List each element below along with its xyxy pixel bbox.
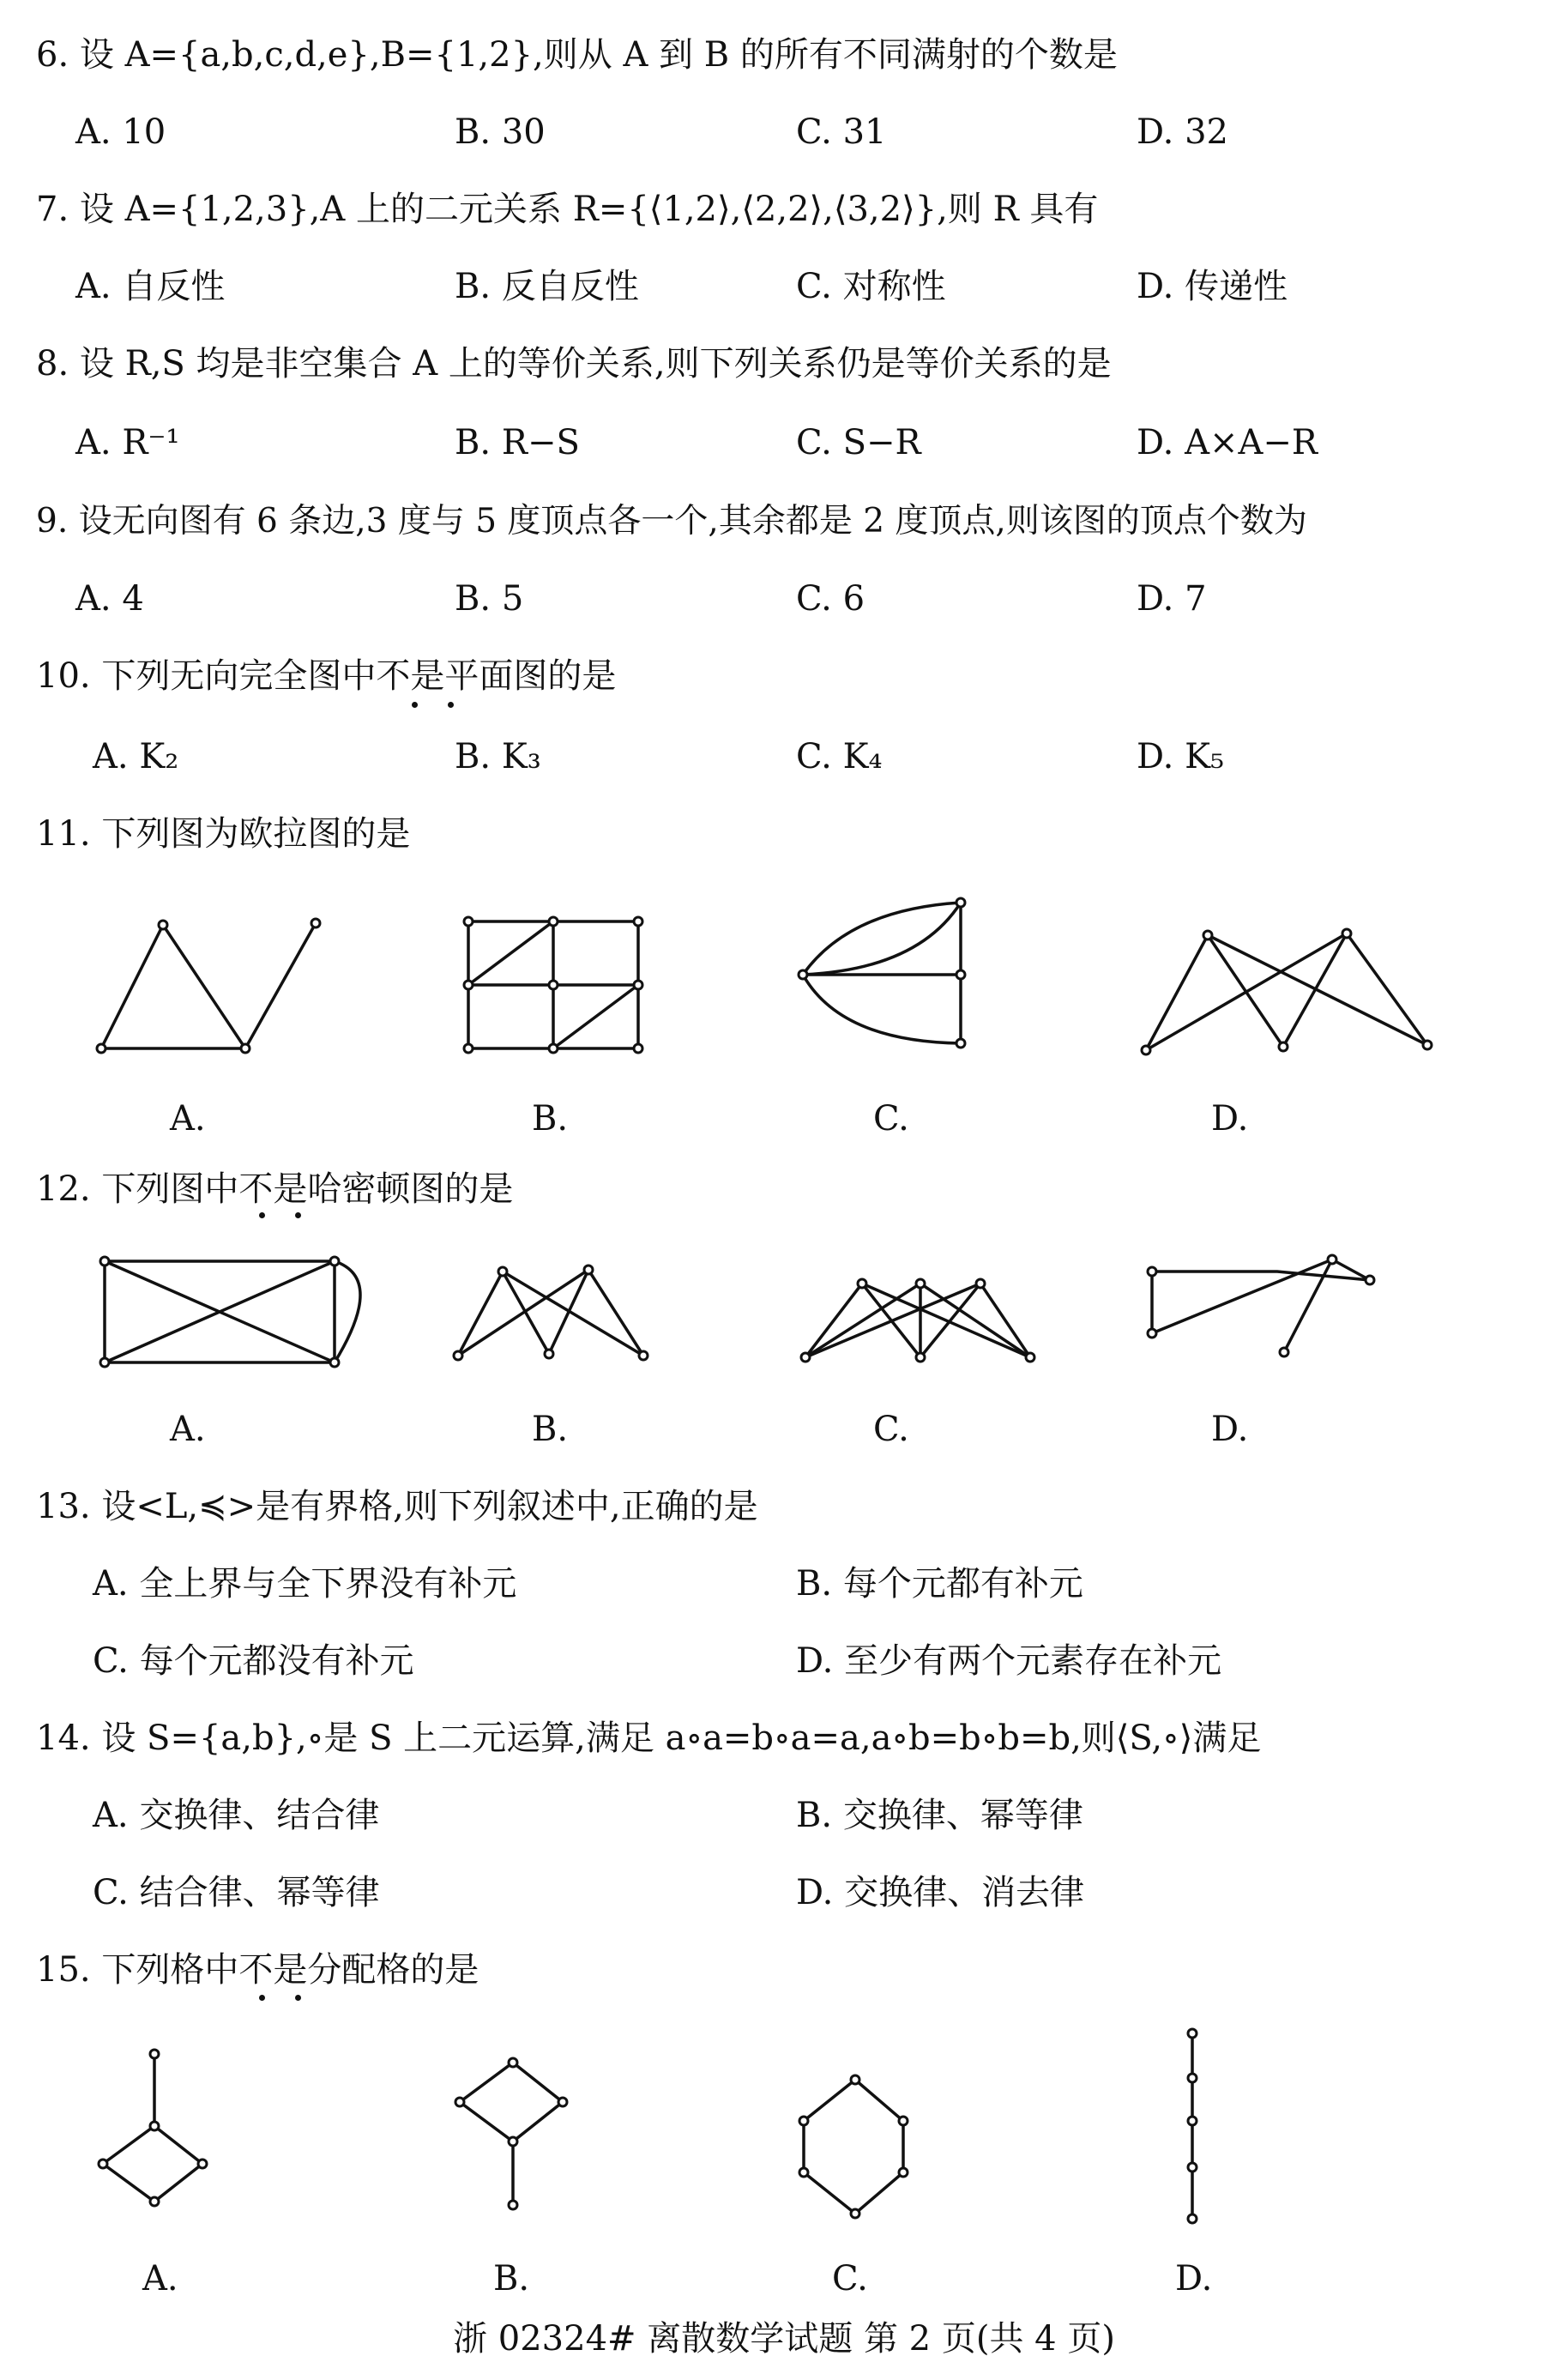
q12-graph-b bbox=[446, 1253, 660, 1373]
q12-label-c: C. bbox=[873, 1410, 909, 1449]
q15-label-d: D. bbox=[1175, 2259, 1213, 2298]
q9-option-a: A. 4 bbox=[75, 579, 144, 619]
q14-option-c: C. 结合律、幂等律 bbox=[93, 1873, 380, 1912]
emphasis-dot bbox=[448, 702, 454, 708]
emphasis-dot bbox=[295, 1995, 301, 2001]
q12-label-a: A. bbox=[170, 1410, 206, 1449]
q6-option-b: B. 30 bbox=[455, 112, 546, 152]
emphasis-dot bbox=[412, 702, 418, 708]
q13-option-d: D. 至少有两个元素存在补元 bbox=[796, 1641, 1222, 1681]
q11-label-c: C. bbox=[873, 1099, 909, 1139]
q11-label-d: D. bbox=[1211, 1099, 1249, 1139]
q8-option-c: C. S−R bbox=[796, 423, 921, 462]
question-6: 6. 设 A={a,b,c,d,e},B={1,2},则从 A 到 B 的所有不同满射的个数是 bbox=[36, 35, 1118, 75]
emphasis-dot bbox=[259, 1212, 265, 1218]
q7-option-c: C. 对称性 bbox=[796, 267, 946, 306]
q7-option-d: D. 传递性 bbox=[1137, 267, 1288, 306]
question-13: 13. 设<L,≼>是有界格,则下列叙述中,正确的是 bbox=[36, 1487, 758, 1526]
q12-graph-a bbox=[86, 1244, 377, 1373]
q6-option-d: D. 32 bbox=[1137, 112, 1228, 152]
q12-graph-d bbox=[1137, 1246, 1394, 1366]
q15-label-a: A. bbox=[142, 2259, 178, 2298]
q13-option-b: B. 每个元都有补元 bbox=[796, 1564, 1083, 1604]
q10-option-d: D. K₅ bbox=[1137, 737, 1224, 776]
question-9: 9. 设无向图有 6 条边,3 度与 5 度顶点各一个,其余都是 2 度顶点,则该图的顶点个数为 bbox=[36, 502, 1307, 541]
emphasis-dot bbox=[295, 1212, 301, 1218]
q9-option-c: C. 6 bbox=[796, 579, 865, 619]
q11-graph-a bbox=[86, 909, 343, 1064]
q13-option-c: C. 每个元都没有补元 bbox=[93, 1641, 414, 1681]
q8-option-a: A. R⁻¹ bbox=[75, 423, 180, 462]
q6-option-c: C. 31 bbox=[796, 112, 887, 152]
q14-option-d: D. 交换律、消去律 bbox=[796, 1873, 1085, 1912]
q15-lattice-a bbox=[86, 2042, 223, 2214]
q15-lattice-d bbox=[1175, 2025, 1209, 2231]
q12-label-b: B. bbox=[532, 1410, 569, 1449]
q12-label-d: D. bbox=[1211, 1410, 1249, 1449]
q10-option-c: C. K₄ bbox=[796, 737, 883, 776]
question-14: 14. 设 S={a,b},∘是 S 上二元运算,满足 a∘a=b∘a=a,a∘b=b∘b=b,则⟨S,∘⟩满足 bbox=[36, 1719, 1262, 1758]
question-15: 15. 下列格中不是分配格的是 bbox=[36, 1950, 479, 1990]
q10-option-b: B. K₃ bbox=[455, 737, 541, 776]
question-12: 12. 下列图中不是哈密顿图的是 bbox=[36, 1169, 514, 1209]
emphasis-dot bbox=[259, 1995, 265, 2001]
q15-label-b: B. bbox=[493, 2259, 530, 2298]
q6-option-a: A. 10 bbox=[75, 112, 166, 152]
question-8: 8. 设 R,S 均是非空集合 A 上的等价关系,则下列关系仍是等价关系的是 bbox=[36, 344, 1112, 384]
q11-graph-c bbox=[789, 892, 978, 1064]
q14-option-a: A. 交换律、结合律 bbox=[93, 1796, 380, 1835]
q12-graph-c bbox=[793, 1263, 1042, 1374]
q11-graph-d bbox=[1132, 918, 1441, 1064]
q7-option-b: B. 反自反性 bbox=[455, 267, 639, 306]
q8-option-d: D. A×A−R bbox=[1137, 423, 1318, 462]
question-11: 11. 下列图为欧拉图的是 bbox=[36, 814, 411, 854]
q8-option-b: B. R−S bbox=[455, 423, 580, 462]
q11-label-b: B. bbox=[532, 1099, 569, 1139]
question-10: 10. 下列无向完全图中不是平面图的是 bbox=[36, 656, 617, 696]
q10-option-a: A. K₂ bbox=[93, 737, 179, 776]
q15-label-c: C. bbox=[832, 2259, 868, 2298]
q9-option-d: D. 7 bbox=[1137, 579, 1207, 619]
q15-lattice-b bbox=[446, 2051, 583, 2222]
page-footer: 浙 02324# 离散数学试题 第 2 页(共 4 页) bbox=[453, 2319, 1115, 2359]
q9-option-b: B. 5 bbox=[455, 579, 524, 619]
q14-option-b: B. 交换律、幂等律 bbox=[796, 1796, 1083, 1835]
q13-option-a: A. 全上界与全下界没有补元 bbox=[93, 1564, 517, 1604]
q7-option-a: A. 自反性 bbox=[75, 267, 226, 306]
q11-label-a: A. bbox=[170, 1099, 206, 1139]
q11-graph-b bbox=[455, 909, 652, 1064]
question-7: 7. 设 A={1,2,3},A 上的二元关系 R={⟨1,2⟩,⟨2,2⟩,⟨3,2⟩},则 R 具有 bbox=[36, 190, 1099, 229]
q15-lattice-c bbox=[785, 2068, 922, 2231]
